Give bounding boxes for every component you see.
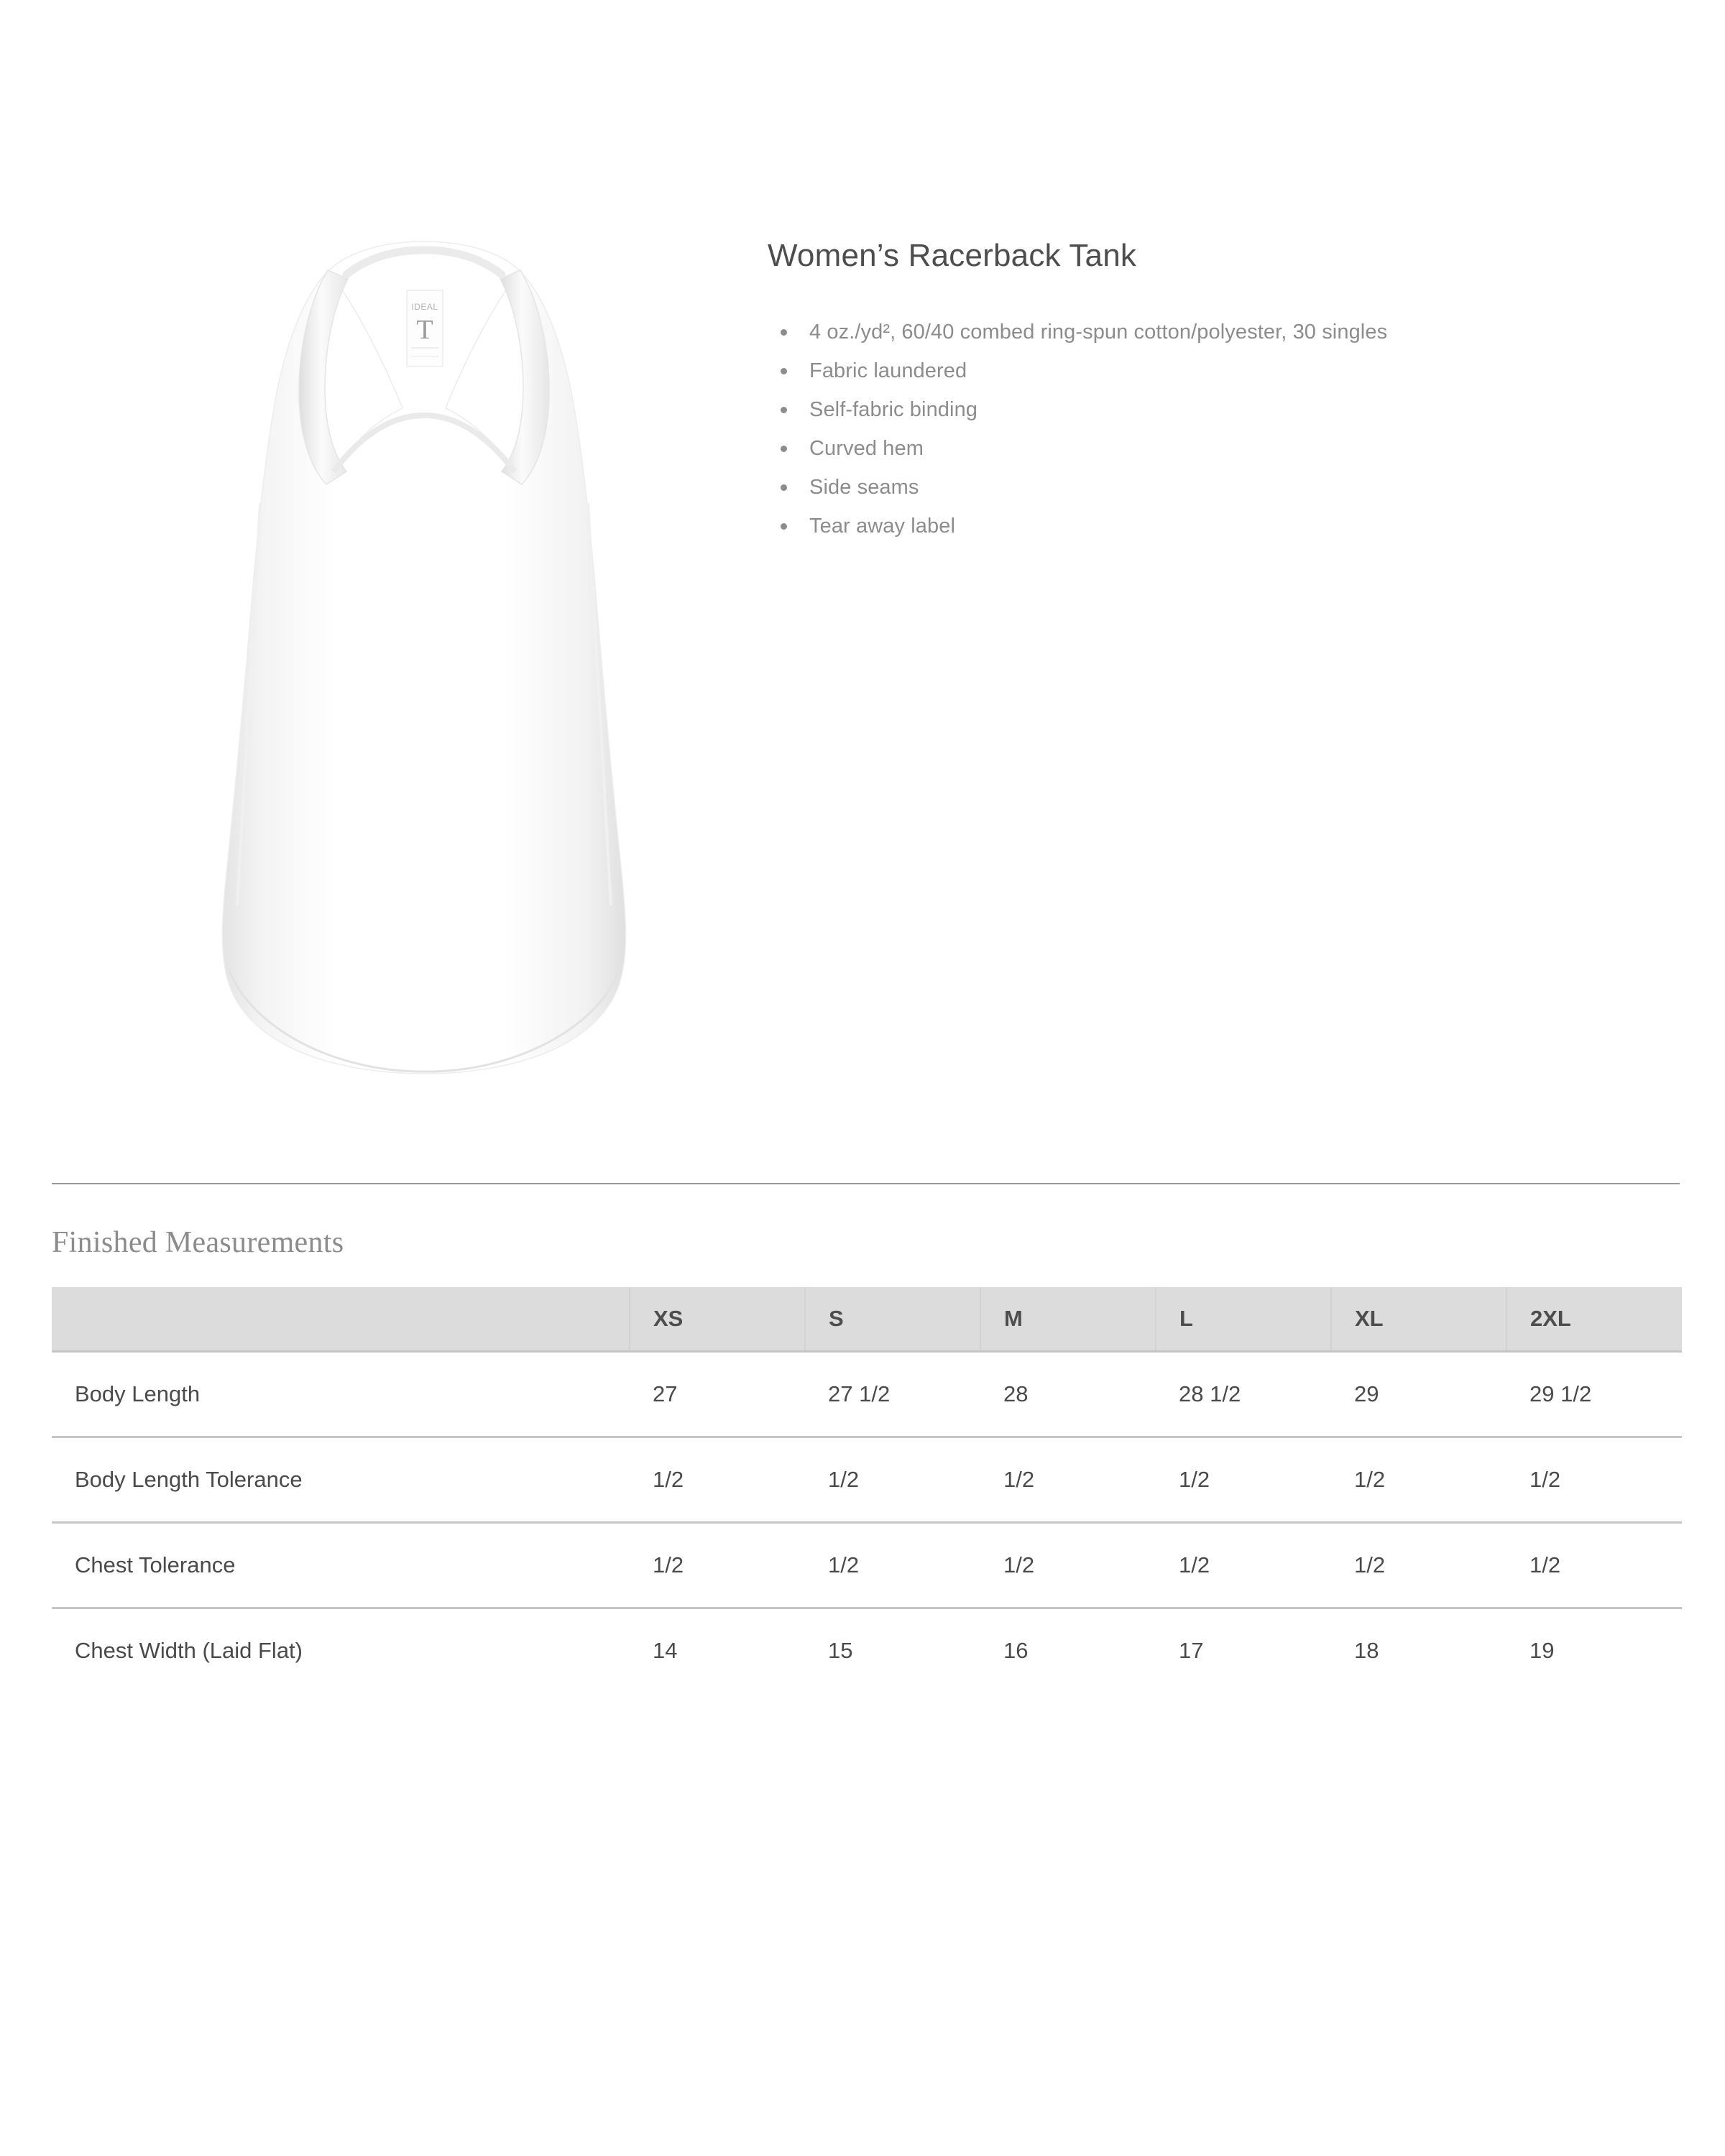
product-info-panel	[768, 237, 1695, 545]
feature-text: Fabric laundered	[809, 359, 967, 382]
table-row	[52, 1608, 1682, 1693]
cell-value: 1/2	[1331, 1437, 1506, 1523]
row-label: Chest Width (Laid Flat)	[75, 1638, 303, 1663]
cell-value: 18	[1354, 1638, 1379, 1663]
product-feature-list	[768, 313, 1695, 545]
row-label: Chest Tolerance	[52, 1523, 630, 1608]
column-header-label	[52, 1287, 630, 1352]
table-row	[52, 1352, 1682, 1437]
feature-text: Side seams	[809, 475, 919, 499]
bullet-icon	[781, 368, 787, 374]
svg-text:IDEAL: IDEAL	[411, 302, 438, 312]
cell-value: 27	[630, 1352, 805, 1437]
row-label: Body Length	[52, 1352, 630, 1437]
cell-value: 17	[1179, 1638, 1204, 1663]
cell-value: 14	[653, 1638, 678, 1663]
row-label: Body Length Tolerance	[52, 1437, 630, 1523]
product-title: Women’s Racerback Tank	[768, 238, 1137, 273]
cell-value: 1/2	[980, 1523, 1156, 1608]
table-header-row	[52, 1287, 1682, 1352]
feature-item	[768, 468, 1695, 507]
cell-value: 27 1/2	[805, 1352, 980, 1437]
section-divider	[52, 1183, 1680, 1184]
cell-value: 1/2	[1506, 1523, 1682, 1608]
bullet-icon	[781, 484, 787, 491]
cell-value: 1/2	[1156, 1523, 1331, 1608]
feature-text: Tear away label	[809, 514, 955, 538]
cell-value: 1/2	[1156, 1437, 1331, 1523]
feature-item	[768, 390, 1695, 429]
cell-value: 29	[1331, 1352, 1506, 1437]
column-header-2xl: 2XL	[1506, 1287, 1682, 1352]
table-row	[52, 1523, 1682, 1608]
feature-item	[768, 313, 1695, 351]
column-header-xl: XL	[1331, 1287, 1506, 1352]
cell-value: 1/2	[805, 1523, 980, 1608]
cell-value: 19	[1530, 1638, 1555, 1663]
table-row	[52, 1437, 1682, 1523]
bullet-icon	[781, 329, 787, 336]
cell-value: 15	[828, 1638, 853, 1663]
product-image	[180, 216, 668, 1114]
bullet-icon	[781, 407, 787, 413]
feature-text: 4 oz./yd², 60/40 combed ring-spun cotton/polyester, 30 singles	[809, 320, 1388, 344]
column-header-m: M	[980, 1287, 1156, 1352]
feature-item	[768, 351, 1695, 390]
cell-value: 1/2	[630, 1437, 805, 1523]
cell-value: 28 1/2	[1156, 1352, 1331, 1437]
size-chart-table	[52, 1287, 1682, 1692]
cell-value: 16	[1003, 1638, 1029, 1663]
feature-text: Curved hem	[809, 436, 924, 460]
cell-value: 1/2	[1331, 1523, 1506, 1608]
racerback-tank-illustration	[180, 216, 668, 1114]
cell-value: 1/2	[1506, 1437, 1682, 1523]
column-header-xs: XS	[630, 1287, 805, 1352]
feature-item	[768, 429, 1695, 468]
cell-value: 1/2	[805, 1437, 980, 1523]
feature-text: Self-fabric binding	[809, 397, 978, 421]
cell-value: 1/2	[630, 1523, 805, 1608]
bullet-icon	[781, 523, 787, 530]
svg-text:T: T	[416, 315, 433, 345]
feature-item	[768, 507, 1695, 545]
finished-measurements-section	[52, 1225, 1682, 1692]
column-header-l: L	[1156, 1287, 1331, 1352]
cell-value: 28	[980, 1352, 1156, 1437]
column-header-s: S	[805, 1287, 980, 1352]
neck-label	[407, 290, 443, 367]
cell-value: 1/2	[980, 1437, 1156, 1523]
cell-value: 29 1/2	[1506, 1352, 1682, 1437]
bullet-icon	[781, 446, 787, 452]
measurements-heading: Finished Measurements	[52, 1226, 344, 1259]
